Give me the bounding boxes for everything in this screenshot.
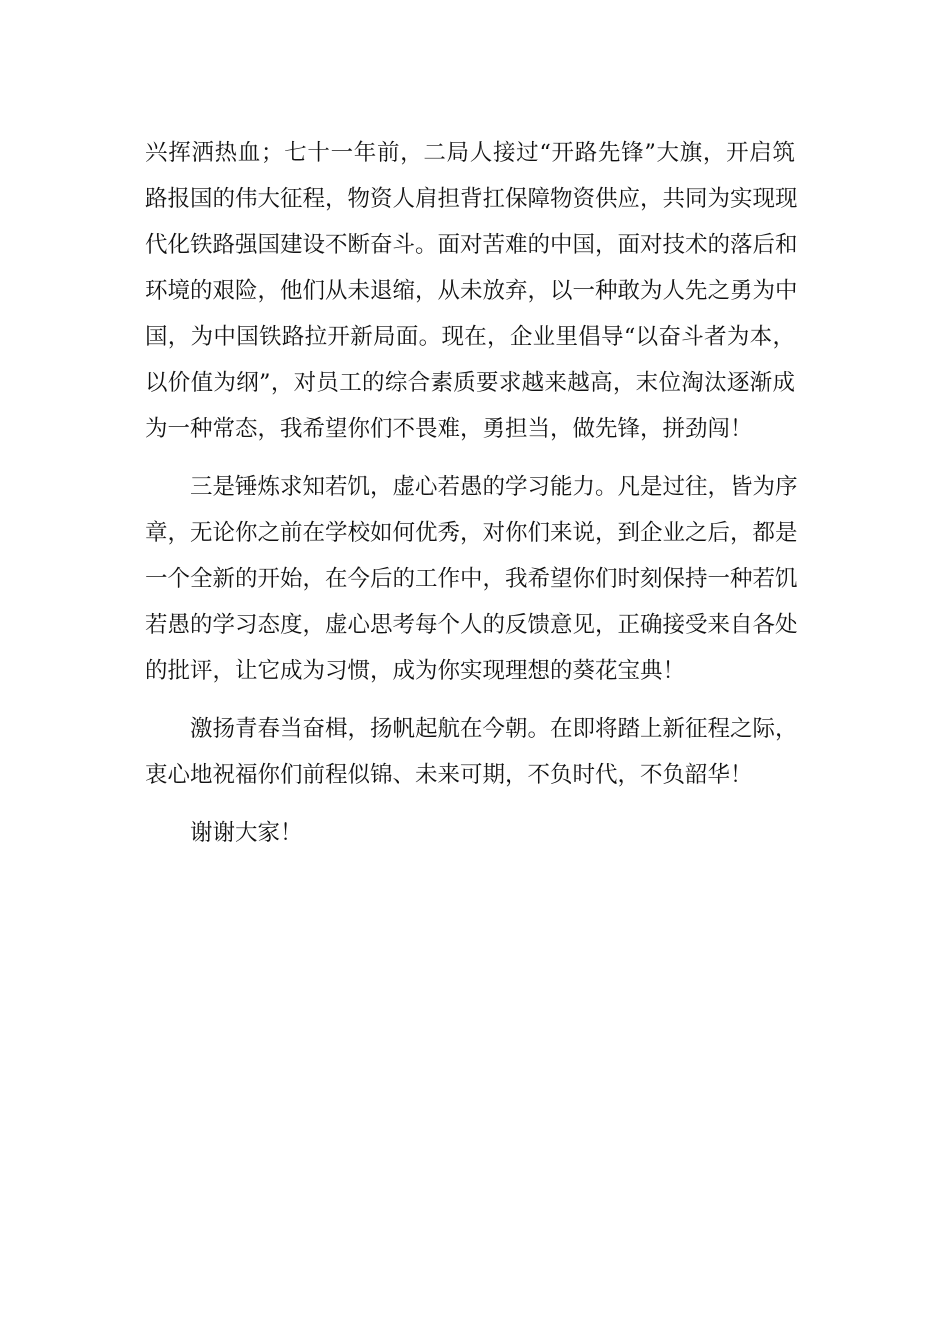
- document-body: [145, 130, 798, 856]
- text-line: 一个全新的开始，在今后的工作中，我希望你们时刻保持一种若饥: [145, 566, 798, 592]
- paragraph-4: [145, 810, 795, 856]
- text-line: 章，无论你之前在学校如何优秀，对你们来说，到企业之后，都是: [145, 520, 798, 546]
- text-line: 衷心地祝福你们前程似锦、未来可期，不负时代，不负韶华！: [145, 762, 753, 788]
- paragraph-2: [145, 464, 798, 694]
- text-line: 路报国的伟大征程，物资人肩担背扛保障物资供应，共同为实现现: [145, 186, 798, 212]
- text-line: 兴挥洒热血；七十一年前，二局人接过“开路先锋”大旗，开启筑: [145, 140, 795, 166]
- text-line: 的批评，让它成为习惯，成为你实现理想的葵花宝典！: [145, 658, 686, 684]
- text-line: 以价值为纲”，对员工的综合素质要求越来越高，末位淘汰逐渐成: [145, 370, 795, 396]
- text-line: 三是锤炼求知若饥，虚心若愚的学习能力。凡是过往，皆为序: [190, 474, 798, 500]
- text-line: 代化铁路强国建设不断奋斗。面对苦难的中国，面对技术的落后和: [145, 232, 798, 258]
- text-line: 谢谢大家！: [190, 820, 303, 846]
- paragraph-1: [145, 130, 798, 452]
- text-line: 为一种常态，我希望你们不畏难，勇担当，做先锋，拼劲闯！: [145, 416, 753, 442]
- text-line: 若愚的学习态度，虚心思考每个人的反馈意见，正确接受来自各处: [145, 612, 798, 638]
- text-line: 环境的艰险，他们从未退缩，从未放弃，以一种敢为人先之勇为中: [145, 278, 798, 304]
- text-line: 国，为中国铁路拉开新局面。现在，企业里倡导“以奋斗者为本，: [145, 324, 795, 350]
- text-line: 激扬青春当奋楫，扬帆起航在今朝。在即将踏上新征程之际，: [190, 716, 798, 742]
- paragraph-3: [145, 706, 798, 798]
